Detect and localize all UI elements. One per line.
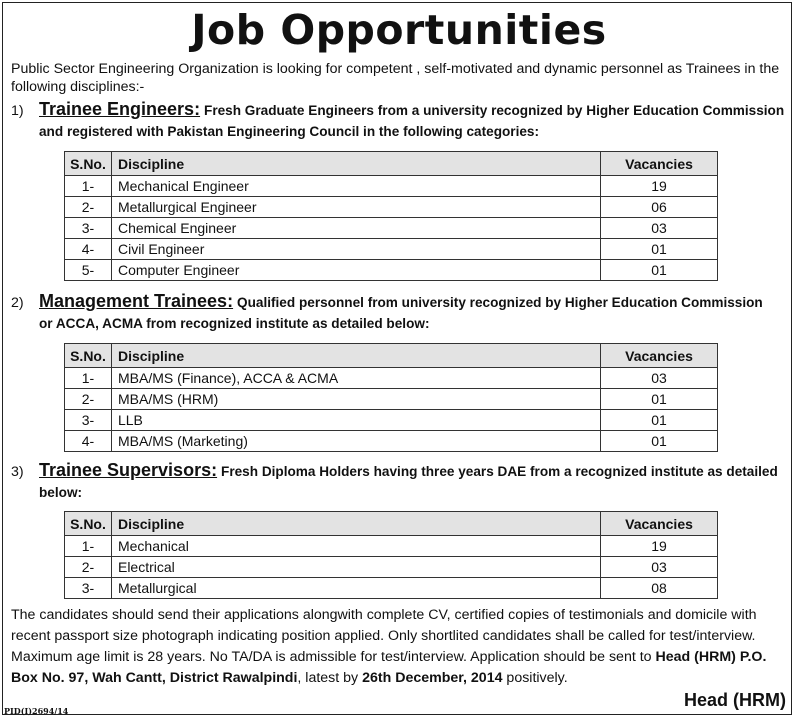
header-discipline: Discipline <box>111 512 600 536</box>
cell-vacancies: 01 <box>601 389 718 410</box>
section-number: 2) <box>11 295 24 311</box>
header-vacancies: Vacancies <box>601 152 718 176</box>
cell-vacancies: 19 <box>601 536 718 557</box>
table-row <box>65 218 718 239</box>
table-header-row <box>65 512 718 536</box>
cell-sno: 2- <box>65 557 112 578</box>
pid-code: PID(I)2694/14 <box>4 706 69 716</box>
table-row <box>65 431 718 452</box>
section-number: 3) <box>11 464 24 480</box>
section-desc-line2: below: <box>39 485 83 500</box>
table-row <box>65 536 718 557</box>
cell-vacancies: 08 <box>601 578 718 599</box>
table-trainee-supervisors <box>64 511 718 599</box>
header-discipline: Discipline <box>111 344 600 368</box>
cell-sno: 3- <box>65 218 112 239</box>
table-trainee-engineers <box>64 151 718 281</box>
closing-paragraph <box>11 605 793 689</box>
header-discipline: Discipline <box>111 152 600 176</box>
section-desc-line2: and registered with Pakistan Engineering Council in the following categories: <box>39 124 540 139</box>
section-desc-line1: Fresh Diploma Holders having three years DAE from a recognized institute as detailed <box>221 464 778 479</box>
closing-text: The candidates should send their applications alongwith complete CV, certified copies of testimonials and domicile with recent passport size photograph indicating position applied. Only shortlited candidates shall be called for test/interview. Maximum age limit is 28 years. No TA/DA is admissible for test/interview. Application should be sent to <box>11 607 757 665</box>
header-sno: S.No. <box>65 344 112 368</box>
table-row <box>65 239 718 260</box>
table-row <box>65 410 718 431</box>
closing-latest-by: , latest by <box>297 670 363 686</box>
cell-sno: 1- <box>65 176 112 197</box>
page-title: Job Opportunities <box>191 6 607 54</box>
cell-discipline: Chemical Engineer <box>111 218 600 239</box>
table-row <box>65 557 718 578</box>
section-desc-line1: Qualified personnel from university recognized by Higher Education Commission <box>237 295 763 310</box>
cell-sno: 3- <box>65 410 112 431</box>
section-number: 1) <box>11 103 24 119</box>
table-management-trainees <box>64 343 718 452</box>
cell-sno: 5- <box>65 260 112 281</box>
cell-vacancies: 03 <box>601 368 718 389</box>
cell-discipline: MBA/MS (HRM) <box>111 389 600 410</box>
cell-sno: 4- <box>65 431 112 452</box>
cell-sno: 2- <box>65 197 112 218</box>
section-desc-line2: or ACCA, ACMA from recognized institute as detailed below: <box>39 316 430 331</box>
cell-vacancies: 06 <box>601 197 718 218</box>
cell-vacancies: 01 <box>601 431 718 452</box>
signature: Head (HRM) <box>684 690 786 710</box>
cell-sno: 3- <box>65 578 112 599</box>
table-header-row <box>65 152 718 176</box>
table-row <box>65 197 718 218</box>
cell-sno: 1- <box>65 536 112 557</box>
section-heading: Trainee Supervisors: <box>39 460 218 480</box>
intro-text: Public Sector Engineering Organization is looking for competent , self-motivated and dynamic personnel as Trainees in the following disciplines:- <box>11 61 780 95</box>
header-sno: S.No. <box>65 512 112 536</box>
header-sno: S.No. <box>65 152 112 176</box>
cell-discipline: Computer Engineer <box>111 260 600 281</box>
cell-vacancies: 01 <box>601 239 718 260</box>
application-address: Head (HRM) P.O. Box No. 97, Wah Cantt, District Rawalpindi <box>11 649 767 686</box>
table-row <box>65 368 718 389</box>
table-row <box>65 260 718 281</box>
section-trainee-supervisors <box>11 460 791 503</box>
application-deadline: 26th December, 2014 <box>362 670 503 686</box>
cell-sno: 1- <box>65 368 112 389</box>
cell-discipline: Electrical <box>111 557 600 578</box>
cell-discipline: MBA/MS (Marketing) <box>111 431 600 452</box>
table-row <box>65 578 718 599</box>
header-vacancies: Vacancies <box>601 512 718 536</box>
cell-discipline: Civil Engineer <box>111 239 600 260</box>
cell-vacancies: 03 <box>601 557 718 578</box>
cell-vacancies: 01 <box>601 410 718 431</box>
cell-discipline: Mechanical <box>111 536 600 557</box>
table-row <box>65 176 718 197</box>
cell-discipline: Mechanical Engineer <box>111 176 600 197</box>
section-management-trainees <box>11 291 791 334</box>
header-vacancies: Vacancies <box>601 344 718 368</box>
cell-discipline: LLB <box>111 410 600 431</box>
cell-vacancies: 19 <box>601 176 718 197</box>
table-header-row <box>65 344 718 368</box>
cell-vacancies: 01 <box>601 260 718 281</box>
cell-sno: 2- <box>65 389 112 410</box>
cell-discipline: MBA/MS (Finance), ACCA & ACMA <box>111 368 600 389</box>
section-heading: Management Trainees: <box>39 291 234 311</box>
cell-vacancies: 03 <box>601 218 718 239</box>
section-desc-line1: Fresh Graduate Engineers from a university recognized by Higher Education Commission <box>204 103 785 118</box>
cell-discipline: Metallurgical <box>111 578 600 599</box>
closing-end: positively. <box>502 670 568 686</box>
table-row <box>65 389 718 410</box>
cell-sno: 4- <box>65 239 112 260</box>
section-heading: Trainee Engineers: <box>39 99 201 119</box>
cell-discipline: Metallurgical Engineer <box>111 197 600 218</box>
section-trainee-engineers <box>11 99 791 142</box>
